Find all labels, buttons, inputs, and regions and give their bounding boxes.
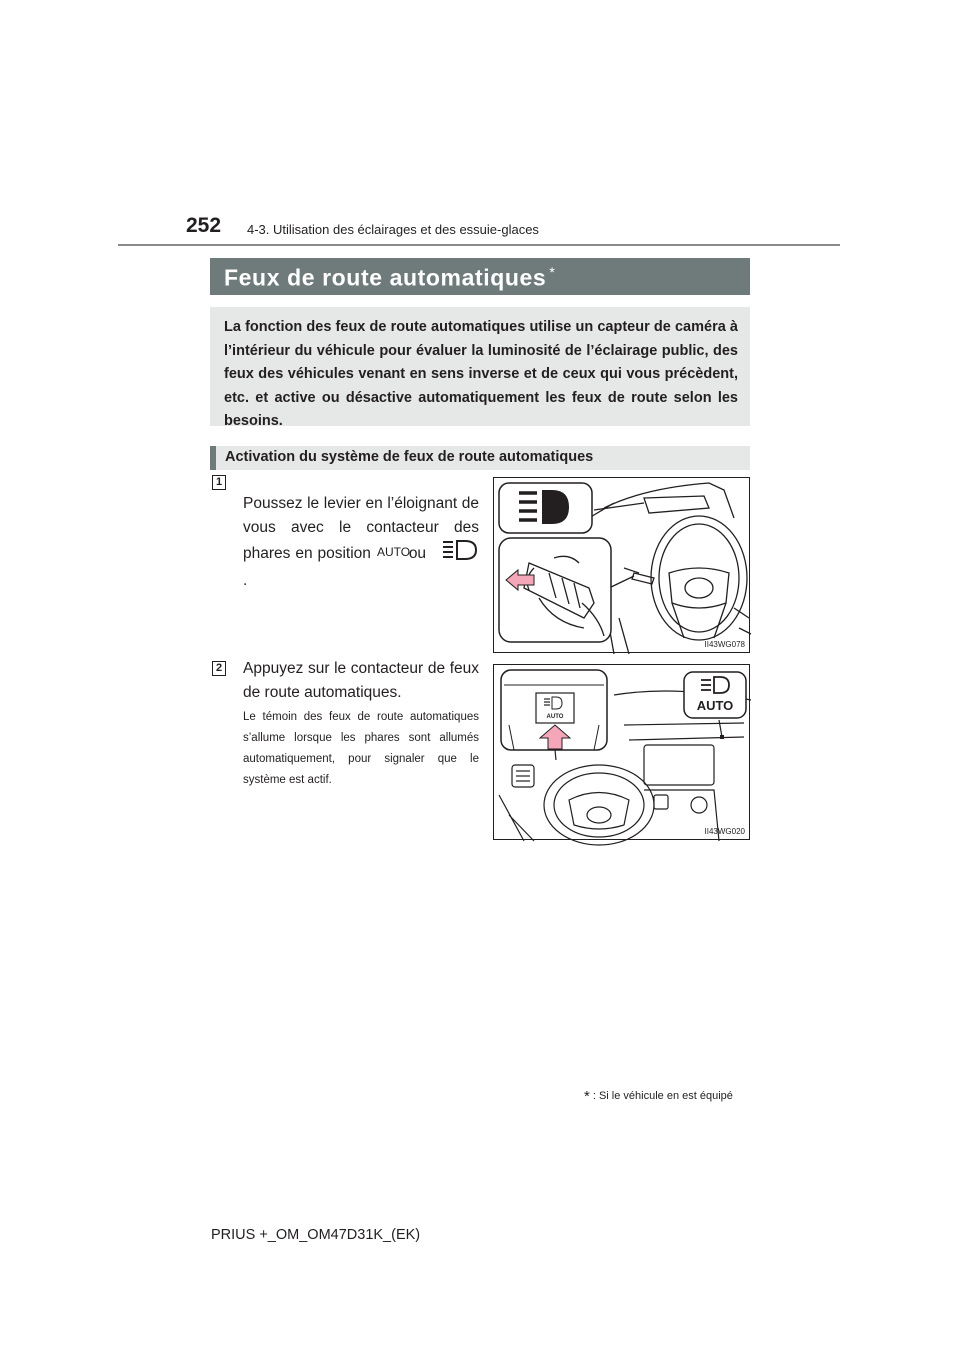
figure-1-code: II43WG078 [704,640,745,649]
dashboard-illustration [494,665,751,841]
auto-headlight-icon [376,542,410,566]
subsection-header: Activation du système de feux de route automatiques [210,446,750,470]
auto-icon-text: AUTO [376,545,410,559]
step-badge-1: 1 [212,475,226,490]
page-number: 252 [186,214,222,237]
footnote-text: : Si le véhicule en est équipé [592,1090,733,1102]
section-header: 4-3. Utilisation des éclairages et des essuie-glaces [247,222,539,237]
small-auto-label: AUTO [546,714,564,720]
intro-text: La fonction des feux de route automatiques utilise un capteur de caméra à l’intérieur du véhicule pour évaluer la luminosité de l’éclairage public, des feux des véhicules venant en sens inverse et de ceux qui vous précèdent, etc. et active ou désactive automatiquement les feux de route selon les besoins. [224,319,738,429]
header-rule [118,244,840,246]
step-1-text [243,492,479,592]
lever-illustration [494,478,751,654]
high-beam-auto-button-icon [684,672,746,718]
step-2-text: Appuyez sur le contacteur de feux de route automatiques. [243,660,479,701]
figure-2-code: II43WG020 [704,827,745,836]
figure-auto-button [493,664,750,840]
step-1-text-or: ou [408,544,427,562]
step-2-note: Le témoin des feux de route automatiques s’allume lorsque les phares sont allumés automatiquement, pour signaler que le système est actif. [243,711,479,786]
intro-box [210,307,750,429]
figure-lever [493,477,750,653]
step-1-text-end: . [243,571,248,589]
headlight-high-beam-icon [441,539,479,569]
footer-model-code: PRIUS +_OM_OM47D31K_(EK) [211,1227,421,1243]
high-beam-callout [499,483,592,533]
step-badge-2: 2 [212,661,226,676]
footnote-star: * [584,1088,590,1105]
step-1-text-main: Poussez le levier en l’éloignant de vous avec le contacteur des phares en position [243,495,479,562]
lever-callout [499,538,611,642]
auto-button-label: AUTO [696,698,734,713]
button-callout [501,670,607,750]
page-title [210,258,750,295]
page-title-text: Feux de route automatiques [224,264,547,291]
footnote [584,1088,733,1105]
title-asterisk: * [549,264,556,280]
